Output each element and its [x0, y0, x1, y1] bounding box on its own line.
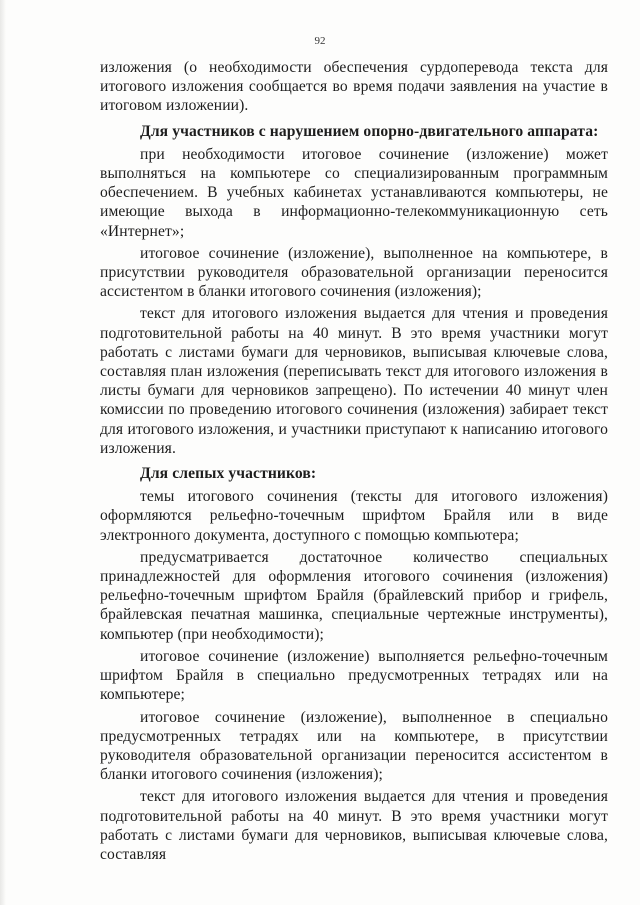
paragraph: текст для итогового изложения выдается для чтения и проведения подготовительной работы на 40 минут. В это время участники могут работать с листами бумаги для черновиков, выписывая ключевые слова, составляя: [100, 788, 608, 863]
paragraph: итоговое сочинение (изложение), выполненное на компьютере, в присутствии руководителя образовательной организации переносится ассистентом в бланки итогового сочинения (изложения);: [100, 244, 608, 301]
paragraph: темы итогового сочинения (тексты для итогового изложения) оформляются рельефно-точечным шрифтом Брайля или в виде электронного документа, доступного с помощью компьютера;: [100, 488, 608, 544]
paragraph: при необходимости итоговое сочинение (изложение) может выполняться на компьютере со специализированным программным обеспечением. В учебных кабинетах устанавливаются компьютеры, не имеющие выхода в информационно-телекоммуникационную сеть «Интернет»;: [100, 145, 608, 240]
heading-musculoskeletal: Для участников с нарушением опорно-двигательного аппарата:: [140, 122, 599, 140]
paragraph: текст для итогового изложения выдается для чтения и проведения подготовительной работы на 40 минут. В это время участники могут работать с листами бумаги для черновиков, выписывая ключевые слова, составляя план изложения (переписывать текст для итогового изложения в листы бумаги для черновиков запрещено). По истечении 40 минут член комиссии по проведению итогового сочинения (изложения) забирает текст для итогового изложения, и участники приступают к написанию итогового изложения.: [100, 305, 608, 457]
paragraph: предусматривается достаточное количество специальных принадлежностей для оформления итогового сочинения (изложения) рельефно-точечным шрифтом Брайля (брайлевский прибор и грифель, брайлевская печатная машинка, специальные чертежные инструменты), компьютер (при необходимости);: [100, 548, 608, 643]
paragraph: итоговое сочинение (изложение), выполненное в специально предусмотренных тетрадях или на компьютере, в присутствии руководителя образовательной организации переносится ассистентом в бланки итогового сочинения (изложения);: [100, 708, 608, 784]
scan-edge-shadow: [0, 0, 6, 905]
paragraph: итоговое сочинение (изложение) выполняется рельефно-точечным шрифтом Брайля в специально предусмотренных тетрадях или на компьютере;: [100, 647, 608, 704]
heading-blind: Для слепых участников:: [140, 465, 317, 483]
document-body: [100, 58, 608, 864]
page-number: 92: [314, 35, 326, 47]
paragraph-continuation: изложения (о необходимости обеспечения сурдоперевода текста для итогового изложения сообщается во время подачи заявления на участие в итоговом изложении).: [100, 59, 608, 115]
